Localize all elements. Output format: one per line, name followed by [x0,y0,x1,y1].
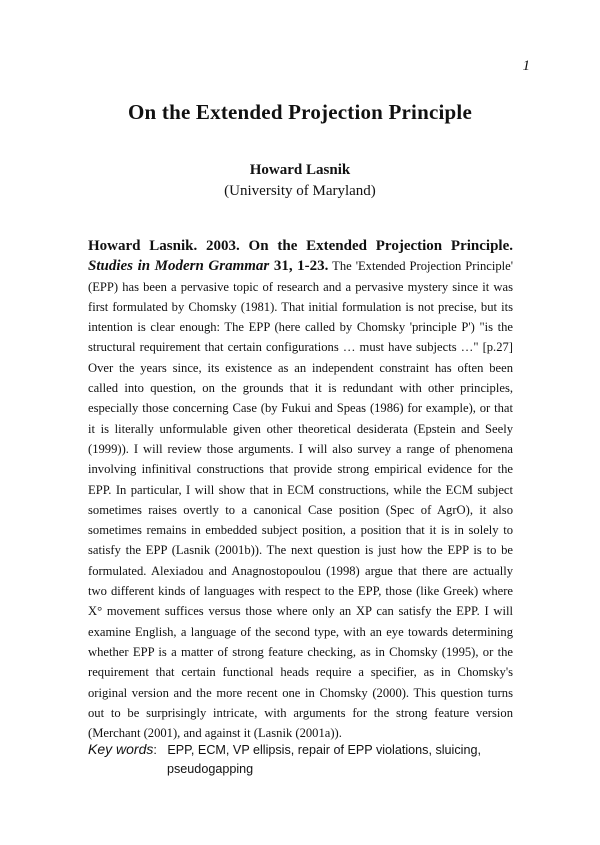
paper-title: On the Extended Projection Principle [128,100,472,124]
abstract-volume-pages: 31, 1-23. [269,258,329,275]
abstract-citation-lead: Howard Lasnik. 2003. On the Extended Projection Principle. [88,238,513,254]
abstract-body: The 'Extended Projection Principle' (EPP) has been a pervasive topic of research and a pervasive mystery since it was first formulated by Chomsky (1981). That initial formulation is not precise, but its intention is clear enough: The EPP (here called by Chomsky 'principle P') "is the structural requirement that certain configurations … must have subjects …" [p.27] Over the years since, its existence as an independent constraint has often been called into question, on the grounds that it is redundant with other principles, especially those concerning Case (by Fukui and Speas (1986) for example), or that it is literally unformulable given other theoretical desiderata (Epstein and Seely (1999)). I will review those arguments. I will also survey a range of phenomena involving infinitival constructions that provide strong empirical evidence for the EPP. In particular, I will show that in ECM constructions, while the ECM subject sometimes raises overtly to a canonical Case position (Spec of AgrO), it also sometimes remains in embedded subject position, a position that it is in solely to satisfy the EPP (Lasnik (2001b)). The next question is just how the EPP is to be formulated. Alexiadou and Anagnostopoulou (1998) argue that there are actually two different kinds of languages with respect to the EPP, those (like Greek) where X° movement suffices versus those where only an XP can satisfy the EPP. I will examine English, a language of the second type, with an eye towards determining whether EPP is a matter of strong feature checking, as in Chomsky (1995), or the requirement that certain functional heads require a specifier, as in Chomsky's original version and the more recent one in Chomsky (2000). This question turns out to be surprisingly intricate, with arguments for the strong feature version (Merchant (2001), and against it (Lasnik (2001a)). [88,259,513,741]
keywords-colon: : [153,743,164,757]
keywords-label: Key words [88,741,154,757]
keywords-list-line-2: pseudogapping [167,762,254,776]
keywords-block [88,740,548,779]
abstract-paragraph [88,236,513,743]
abstract-journal-name: Studies in Modern Grammar [88,258,270,275]
keywords-list-line-1: EPP, ECM, VP ellipsis, repair of EPP violations, sluicing, [167,743,481,757]
page-number: 1 [522,58,530,74]
author-name: Howard Lasnik [249,162,351,178]
author-affiliation: (University of Maryland) [224,183,376,199]
